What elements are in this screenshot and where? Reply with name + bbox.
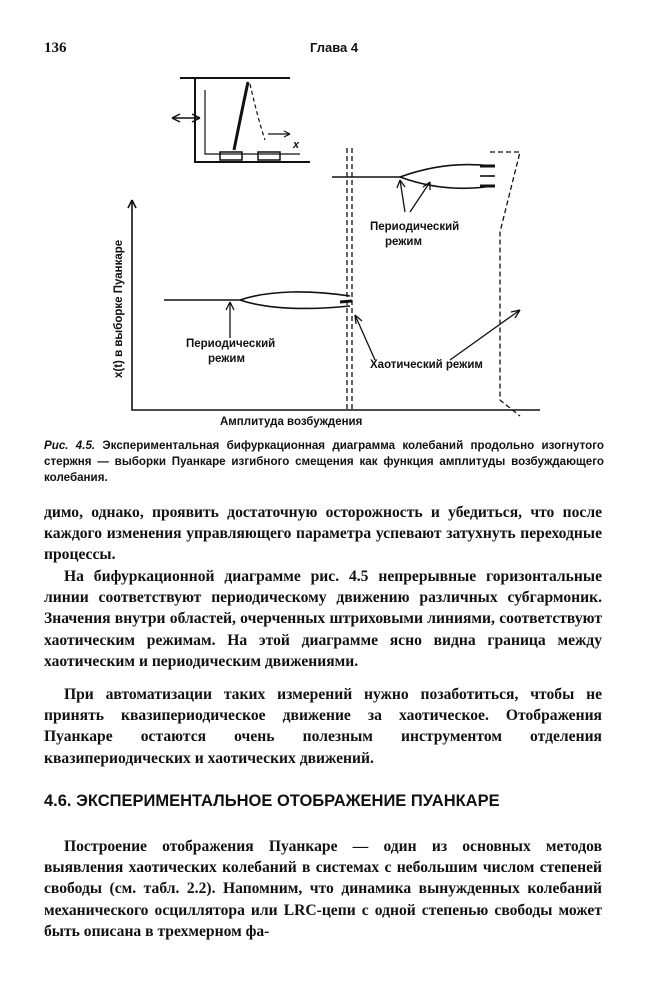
label-periodic-upper-2: режим (385, 236, 422, 248)
label-periodic-upper-1: Периодический (370, 221, 460, 233)
magnet-right (258, 152, 280, 160)
beam-deflected (250, 84, 265, 140)
figure-drawing (100, 70, 560, 430)
label-periodic-lower-1: Периодический (186, 338, 276, 350)
caption-text: Экспериментальная бифуркационная диаграмма колебаний продольно изогнутого стержня — выборки Пуанкаре изгибного смещения как функция амплитуды возбуждающего колебания. (44, 439, 604, 484)
label-periodic-lower-2: режим (208, 353, 245, 365)
caption-label: Рис. 4.5. (44, 439, 96, 452)
beam-bent (234, 82, 248, 150)
page-number: 136 (44, 40, 67, 56)
upper-branch (332, 164, 495, 188)
pointer-upper-2 (410, 182, 430, 212)
y-axis-label: x(t) в выборке Пуанкаре (113, 239, 125, 378)
inset-x-label: x (293, 139, 300, 151)
bifurcation-figure (100, 70, 560, 430)
inset-frame-inner (205, 90, 300, 154)
paragraph-3: При автоматизации таких измерений нужно позаботиться, чтобы не принять квазипериодическое движение за хаотическое. Отображения Пуанкаре остаются очень полезным инструментом отделения квазипериодических и хаотических движений. (44, 686, 602, 767)
label-chaotic: Хаотический режим (370, 359, 483, 371)
callout-pointers (226, 180, 520, 360)
beam-apparatus-inset (172, 78, 310, 162)
running-head: Глава 4 (310, 40, 359, 55)
section-paragraph: Построение отображения Пуанкаре — один из основных методов выявления хаотических колебаний в системах с небольшим числом степеней свободы (см. табл. 2.2). Напомним, что динамика вынужденных колебаний механического осциллятора или LRC-цепи с одной степенью свободы может быть описана в трехмерном фа- (44, 838, 602, 940)
axes-lines (132, 200, 540, 410)
chaos-region-right (490, 152, 520, 416)
section-heading: 4.6. ЭКСПЕРИМЕНТАЛЬНОЕ ОТОБРАЖЕНИЕ ПУАНКАРЕ (44, 792, 500, 810)
chaos-boundaries (347, 148, 520, 416)
pointer-chaos-left (355, 315, 375, 360)
paragraph-1: димо, однако, проявить достаточную осторожность и убедиться, что после каждого изменения управляющего параметра успевают затухнуть переходные процессы. (44, 504, 602, 564)
pointer-upper-1 (400, 180, 405, 212)
x-axis-label: Амплитуда возбуждения (220, 416, 363, 428)
lower-branch (164, 292, 352, 309)
pointer-chaos-right (450, 310, 520, 360)
diagram-axes (128, 200, 540, 410)
magnet-left (220, 152, 242, 160)
figure-caption (44, 438, 604, 486)
paragraph-2: На бифуркационной диаграмме рис. 4.5 непрерывные горизонтальные линии соответствуют периодическому движению различных субгармоник. Значения внутри областей, очерченных штриховыми линиями, соответствуют хаотическим режимам. На этой диаграмме ясно видна граница между хаотическим и периодическим движениями. (44, 568, 602, 670)
